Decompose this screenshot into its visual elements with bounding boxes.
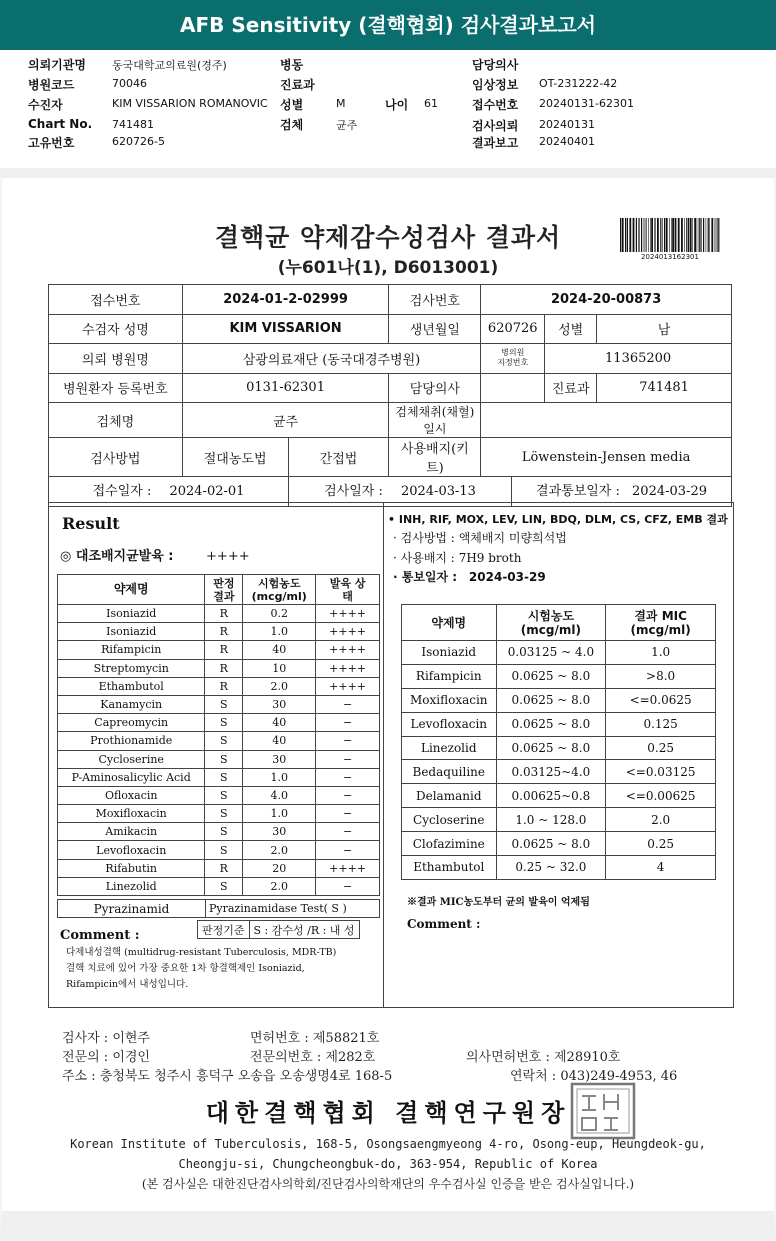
legend-label: 판정기준: [198, 921, 250, 939]
growth-cell: ++++: [316, 859, 380, 877]
mic-drug-cell: Clofazimine: [402, 832, 497, 856]
table-row: [402, 808, 716, 832]
control-growth: [60, 545, 250, 564]
dept-cell-label: 진료과: [545, 373, 597, 403]
mic-concentration-cell: 0.0625 ~ 8.0: [496, 688, 606, 712]
concentration-cell: 1.0: [243, 768, 316, 786]
table-row: [402, 712, 716, 736]
growth-cell: ++++: [316, 677, 380, 695]
table-row: [58, 859, 380, 877]
table-row: [402, 736, 716, 760]
mic-concentration-cell: 0.25 ~ 32.0: [496, 856, 606, 880]
result-cell: S: [205, 805, 243, 823]
mic-value-cell: 2.0: [606, 808, 716, 832]
mic-notify-label: · 통보일자 :: [393, 570, 458, 584]
hospital-value: 동국대학교의료원(경주): [112, 59, 227, 72]
concentration-cell: 10: [243, 659, 316, 677]
mic-drug-cell: Delamanid: [402, 784, 497, 808]
name-cell: KIM VISSARION: [182, 314, 389, 344]
tester-license: 면허번호 : 제58821호: [250, 1031, 380, 1046]
birth-cell-label: 생년월일: [389, 314, 481, 344]
table-row: [402, 784, 716, 808]
reg-no-cell-label: 병원환자 등록번호: [49, 373, 183, 403]
table-row: [402, 760, 716, 784]
test-no-cell: 2024-20-00873: [481, 285, 732, 315]
concentration-cell: 2.0: [243, 677, 316, 695]
growth-cell: ++++: [316, 623, 380, 641]
drug-cell: Rifampicin: [58, 641, 205, 659]
drug-cell: Linezolid: [58, 877, 205, 895]
doctor-cell: [481, 373, 545, 403]
table-row: [58, 841, 380, 859]
mic-drug-cell: Bedaquiline: [402, 760, 497, 784]
mic-medium-label: · 사용배지 :: [393, 551, 455, 565]
report-title: AFB Sensitivity (결핵협회) 검사결과보고서: [0, 0, 776, 50]
department-label: 진료과: [280, 78, 315, 92]
collect-cell: [481, 403, 732, 438]
drug-cell: Isoniazid: [58, 605, 205, 623]
table-row: [58, 605, 380, 623]
test-date: 2024-03-13: [400, 484, 476, 499]
drug-cell: Levofloxacin: [58, 841, 205, 859]
growth-cell: −: [316, 841, 380, 859]
ward-label: 병동: [280, 58, 304, 72]
mic-drug-cell: Levofloxacin: [402, 712, 497, 736]
table-row: [58, 805, 380, 823]
mic-method-label: · 검사방법 :: [393, 531, 455, 545]
table-row: [58, 877, 380, 895]
receipt-no-cell-label: 접수번호: [49, 285, 183, 315]
english-address-line-2: Cheongju-si, Chungcheongbuk-do, 363-954, Republic of Korea: [178, 1157, 598, 1171]
table-row: [402, 856, 716, 880]
drug-cell: Kanamycin: [58, 695, 205, 713]
hospital-code-label: 병원코드: [28, 78, 75, 92]
unique-no-label: 고유번호: [28, 136, 75, 150]
doctor-license: 의사면허번호 : 제28910호: [466, 1050, 621, 1065]
result-cell: S: [205, 823, 243, 841]
mic-value-cell: 1.0: [606, 641, 716, 665]
growth-cell: −: [316, 732, 380, 750]
growth-cell: −: [316, 805, 380, 823]
mic-result-table: [401, 604, 716, 880]
mic-drug-cell: Isoniazid: [402, 641, 497, 665]
mic-col-concentration: 시험농도 (mcg/ml): [496, 605, 606, 641]
clinical-info-value: OT-231222-42: [539, 77, 618, 90]
result-title: Result: [62, 514, 120, 533]
mic-concentration-cell: 0.03125 ~ 4.0: [496, 641, 606, 665]
drug-cell: Isoniazid: [58, 623, 205, 641]
concentration-cell: 40: [243, 714, 316, 732]
control-value: ++++: [206, 549, 250, 564]
chart-no-value: 741481: [112, 118, 154, 131]
drug-cell: Cycloserine: [58, 750, 205, 768]
result-cell: S: [205, 732, 243, 750]
drug-cell: Moxifloxacin: [58, 805, 205, 823]
designated-label-1: 병의원: [501, 348, 525, 358]
patient-info-table: [48, 284, 732, 507]
growth-cell: ++++: [316, 641, 380, 659]
chart-no-label: Chart No.: [28, 117, 93, 131]
pyrazinamid-row: [57, 899, 380, 918]
mic-value-cell: 0.25: [606, 832, 716, 856]
mic-medium-value: 7H9 broth: [458, 551, 522, 565]
mic-value-cell: 4: [606, 856, 716, 880]
legend-text: S : 감수성 /R : 내 성: [249, 921, 359, 939]
growth-cell: ++++: [316, 659, 380, 677]
concentration-cell: 2.0: [243, 877, 316, 895]
concentration-cell: 0.2: [243, 605, 316, 623]
designated-cell: 11365200: [545, 344, 732, 374]
receipt-date-label: 접수일자 :: [92, 484, 152, 499]
mic-notify-value: 2024-03-29: [468, 570, 546, 584]
col-concentration: 시험농도 (mcg/ml): [243, 575, 316, 605]
growth-cell: −: [316, 750, 380, 768]
certification-note: (본 검사실은 대한진단검사의학회/진단검사의학재단의 우수검사실 인증을 받은 검사실입니다.): [141, 1177, 635, 1191]
medium-cell: Löwenstein-Jensen media: [481, 438, 732, 477]
specialist-number: 전문의번호 : 제282호: [250, 1050, 376, 1065]
drug-cell: Rifabutin: [58, 859, 205, 877]
concentration-cell: 40: [243, 641, 316, 659]
table-row: [58, 659, 380, 677]
result-cell: S: [205, 786, 243, 804]
result-cell: S: [205, 750, 243, 768]
hospital-cell-label: 의뢰 병원명: [49, 344, 183, 374]
growth-cell: −: [316, 714, 380, 732]
drug-cell: P-Aminosalicylic Acid: [58, 768, 205, 786]
concentration-cell: 30: [243, 750, 316, 768]
barcode: [620, 218, 720, 252]
name-cell-label: 수검자 성명: [49, 314, 183, 344]
hospital-label: 의뢰기관명: [28, 58, 86, 72]
table-row: [58, 732, 380, 750]
comment-text: [66, 945, 386, 993]
table-row: [58, 714, 380, 732]
table-row: [402, 664, 716, 688]
result-cell: S: [205, 768, 243, 786]
mic-value-cell: <=0.03125: [606, 760, 716, 784]
document-title: 결핵균 약제감수성검사 결과서: [214, 223, 562, 252]
specimen-cell: 균주: [182, 403, 389, 438]
organization-name: 대한결핵협회 결핵연구원장: [205, 1098, 571, 1127]
concentration-cell: 30: [243, 695, 316, 713]
age-value: 61: [424, 97, 438, 110]
concentration-cell: 40: [243, 732, 316, 750]
mic-notify: [393, 568, 546, 585]
mic-value-cell: 0.125: [606, 712, 716, 736]
result-divider: [383, 502, 384, 1008]
patient-label: 수진자: [28, 98, 63, 112]
mic-drug-cell: Linezolid: [402, 736, 497, 760]
document-subtitle: (누601나(1), D6013001): [277, 258, 499, 278]
growth-cell: −: [316, 877, 380, 895]
sex-cell-label: 성별: [545, 314, 597, 344]
mic-value-cell: <=0.0625: [606, 688, 716, 712]
table-row: [58, 641, 380, 659]
mic-method-value: 액체배지 미량희석법: [458, 531, 567, 545]
result-cell: R: [205, 859, 243, 877]
mic-concentration-cell: 0.0625 ~ 8.0: [496, 832, 606, 856]
contact: 연락처 : 043)249-4953, 46: [510, 1069, 678, 1084]
sex-value: M: [336, 97, 346, 110]
hospital-cell: 삼광의료재단 (동국대경주병원): [182, 344, 481, 374]
mic-concentration-cell: 0.0625 ~ 8.0: [496, 736, 606, 760]
table-row: [402, 688, 716, 712]
birth-cell: 620726: [481, 314, 545, 344]
drug-cell: Amikacin: [58, 823, 205, 841]
notify-date-label: 결과통보일자 :: [536, 484, 620, 499]
mic-drug-cell: Cycloserine: [402, 808, 497, 832]
result-cell: R: [205, 659, 243, 677]
table-row: [58, 768, 380, 786]
drug-cell: Ethambutol: [58, 677, 205, 695]
comment-label: Comment :: [60, 928, 140, 943]
collect-cell-label: 검체채취(채혈)일시: [389, 403, 481, 438]
concentration-cell: 4.0: [243, 786, 316, 804]
mic-comment-label: Comment :: [407, 917, 481, 931]
growth-cell: −: [316, 823, 380, 841]
growth-cell: −: [316, 768, 380, 786]
concentration-cell: 2.0: [243, 841, 316, 859]
barcode-number: 2024013162301: [641, 253, 699, 261]
address: 주소 : 충청북도 청주시 흥덕구 오송읍 오송생명4로 168-5: [62, 1069, 393, 1084]
specimen-label: 검체: [280, 118, 304, 132]
sex-label: 성별: [280, 98, 304, 112]
mic-section-head: • INH, RIF, MOX, LEV, LIN, BDQ, DLM, CS, CFZ, EMB 결과: [388, 513, 728, 526]
col-growth: 발육 상태: [316, 575, 380, 605]
concentration-cell: 20: [243, 859, 316, 877]
concentration-cell: 1.0: [243, 623, 316, 641]
receipt-date: 2024-02-01: [169, 484, 245, 499]
mic-col-drug: 약제명: [402, 605, 497, 641]
english-address-line-1: Korean Institute of Tuberculosis, 168-5, Osongsaengmyeong 4-ro, Osong-eup, Heungdeok-gu,: [70, 1137, 706, 1151]
mic-drug-cell: Moxifloxacin: [402, 688, 497, 712]
mic-note: ※결과 MIC농도부터 균의 발육이 억제됨: [407, 897, 590, 908]
result-cell: S: [205, 695, 243, 713]
doctor-label: 담당의사: [472, 58, 519, 72]
result-cell: S: [205, 877, 243, 895]
result-cell: R: [205, 605, 243, 623]
specimen-value: 균주: [336, 119, 358, 132]
mic-value-cell: >8.0: [606, 664, 716, 688]
result-cell: R: [205, 677, 243, 695]
comment-line-2: 결핵 치료에 있어 가장 중요한 1차 항결핵제인 Isoniazid,: [66, 963, 305, 974]
test-date-label: 검사일자 :: [324, 484, 383, 499]
age-label: 나이: [385, 98, 409, 112]
mic-concentration-cell: 0.00625~0.8: [496, 784, 606, 808]
col-result: 판정 결과: [205, 575, 243, 605]
medium-cell-label: 사용배지(키트): [389, 438, 481, 477]
mic-drug-cell: Ethambutol: [402, 856, 497, 880]
table-row: [58, 695, 380, 713]
mic-concentration-cell: 0.0625 ~ 8.0: [496, 664, 606, 688]
sex-cell: 남: [597, 314, 732, 344]
pyrazinamid-test: Pyrazinamidase Test( S ): [206, 900, 380, 918]
comment-line-1: 다제내성결핵 (multidrug-resistant Tuberculosis, MDR-TB): [66, 947, 337, 958]
specimen-cell-label: 검체명: [49, 403, 183, 438]
report-date-value: 20240401: [539, 135, 595, 148]
drug-cell: Ofloxacin: [58, 786, 205, 804]
mic-value-cell: <=0.00625: [606, 784, 716, 808]
mic-value-cell: 0.25: [606, 736, 716, 760]
mic-medium: [393, 549, 521, 566]
mic-concentration-cell: 1.0 ~ 128.0: [496, 808, 606, 832]
table-row: [58, 750, 380, 768]
report-header: [0, 50, 776, 170]
solid-medium-result-table: [57, 574, 380, 896]
table-row: [58, 623, 380, 641]
pyrazinamid-drug: Pyrazinamid: [58, 900, 206, 918]
method-cell-2: 간접법: [288, 438, 389, 477]
concentration-cell: 1.0: [243, 805, 316, 823]
drug-cell: Streptomycin: [58, 659, 205, 677]
hospital-code-value: 70046: [112, 77, 147, 90]
receipt-no-value: 20240131-62301: [539, 97, 634, 110]
mic-concentration-cell: 0.0625 ~ 8.0: [496, 712, 606, 736]
growth-cell: −: [316, 786, 380, 804]
concentration-cell: 30: [243, 823, 316, 841]
result-cell: R: [205, 623, 243, 641]
dept-cell: 741481: [597, 373, 732, 403]
request-date-value: 20240131: [539, 118, 595, 131]
col-drug: 약제명: [58, 575, 205, 605]
growth-cell: ++++: [316, 605, 380, 623]
request-date-label: 검사의뢰: [472, 119, 519, 133]
clinical-info-label: 임상정보: [472, 78, 519, 92]
receipt-no-cell: 2024-01-2-02999: [182, 285, 389, 315]
comment-line-3: Rifampicin에서 내성입니다.: [66, 979, 189, 990]
unique-no-value: 620726-5: [112, 135, 165, 148]
table-row: [402, 832, 716, 856]
table-row: [58, 677, 380, 695]
report-date-label: 결과보고: [472, 136, 519, 150]
designated-cell-label: [481, 344, 545, 374]
table-row: [58, 823, 380, 841]
doctor-cell-label: 담당의사: [389, 373, 481, 403]
control-label: ◎ 대조배지균발육 :: [60, 549, 174, 564]
test-no-cell-label: 검사번호: [389, 285, 481, 315]
result-cell: R: [205, 641, 243, 659]
mic-drug-cell: Rifampicin: [402, 664, 497, 688]
table-row: [402, 641, 716, 665]
notify-date: 2024-03-29: [632, 484, 707, 499]
mic-col-mic: 결과 MIC (mcg/ml): [606, 605, 716, 641]
result-cell: S: [205, 841, 243, 859]
result-cell: S: [205, 714, 243, 732]
mic-concentration-cell: 0.03125~4.0: [496, 760, 606, 784]
receipt-no-label: 접수번호: [472, 98, 519, 112]
growth-cell: −: [316, 695, 380, 713]
method-cell-label: 검사방법: [49, 438, 183, 477]
table-row: [58, 786, 380, 804]
method-cell-1: 절대농도법: [182, 438, 288, 477]
official-seal: [570, 1082, 636, 1140]
drug-cell: Capreomycin: [58, 714, 205, 732]
tester: 검사자 : 이현주: [62, 1031, 150, 1046]
reg-no-cell: 0131-62301: [182, 373, 389, 403]
patient-value: KIM VISSARION ROMANOVIC: [112, 97, 268, 110]
designated-label-2: 지정번호: [497, 358, 529, 368]
specialist: 전문의 : 이경인: [62, 1050, 150, 1065]
mic-method: [393, 529, 567, 546]
legend-table: [197, 920, 360, 939]
drug-cell: Prothionamide: [58, 732, 205, 750]
